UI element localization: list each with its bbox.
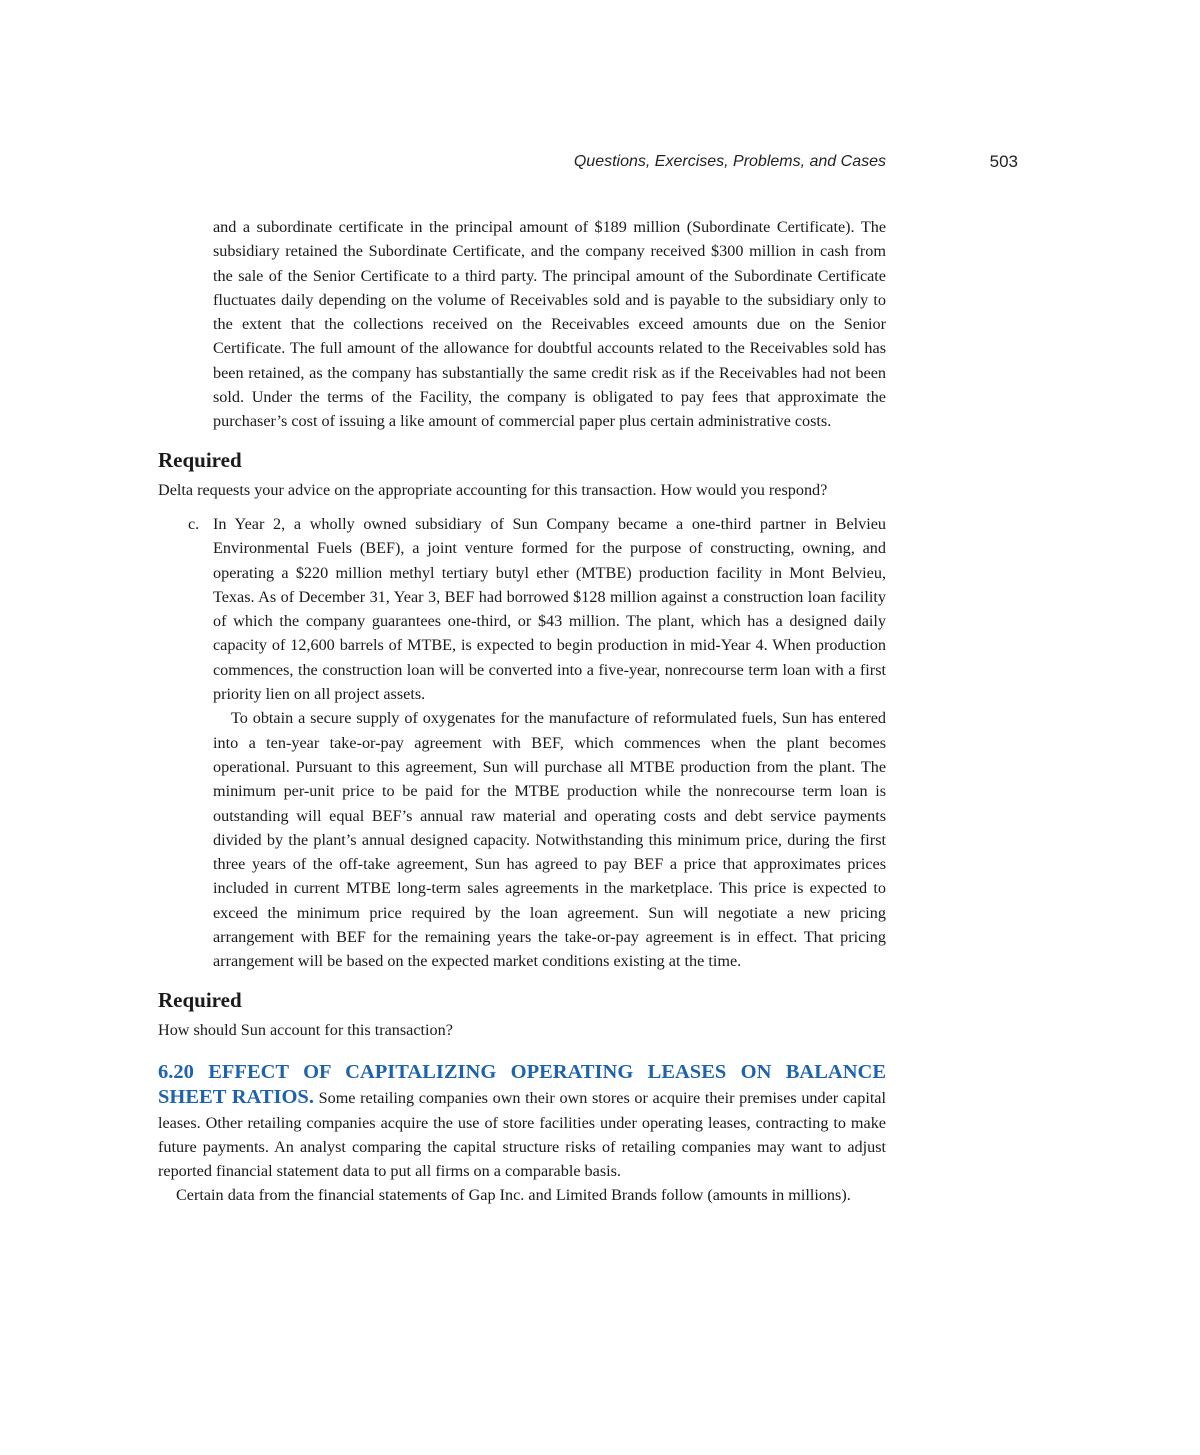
required-text-2: How should Sun account for this transaction? [158,1020,453,1039]
page-number: 503 [989,152,1018,171]
section-heading: 6.20 EFFECT OF CAPITALIZING OPERATING LEASES ON BALANCE SHEET RATIOS. [158,1060,886,1109]
required-heading-1: Required [158,447,242,472]
section-paragraph-1 [158,1060,886,1183]
list-marker-c: c. [188,514,200,533]
section-paragraph-2: Certain data from the financial statements of Gap Inc. and Limited Brands follow (amounts in millions). [176,1186,851,1205]
list-item-c [158,512,886,974]
continuation-paragraph: and a subordinate certificate in the principal amount of $189 million (Subordinate Certificate). The subsidiary retained the Subordinate Certificate, and the company received $300 million in cash from the sale of the Senior Certificate to a third party. The principal amount of the Subordinate Certificate fluctuates daily depending on the volume of Receivables sold and is payable to the subsidiary only to the extent that the collections received on the Receivables exceed amounts due on the Senior Certificate. The full amount of the allowance for doubtful accounts related to the Receivables sold has been retained, as the company has substantially the same credit risk as if the Receivables had not been sold. Under the terms of the Facility, the company is obligated to pay fees that approximate the purchaser’s cost of issuing a like amount of commercial paper plus certain administrative costs. [213,218,886,431]
problem-section-6-20 [158,1060,886,1208]
required-heading-2: Required [158,987,242,1012]
page-body [158,215,886,1208]
required-text-1: Delta requests your advice on the appropriate accounting for this transaction. How would you respond? [158,480,828,499]
section-paragraph-1-text: Some retailing companies own their own stores or acquire their premises under capital leases. Other retailing companies acquire the use of store facilities under operating leases, contracting to make future payments. An analyst comparing the capital structure risks of retailing companies may want to adjust reported financial statement data to put all firms on a comparable basis. [158,1089,886,1181]
item-c-paragraph-2: To obtain a secure supply of oxygenates for the manufacture of reformulated fuels, Sun has entered into a ten-year take-or-pay agreement with BEF, which commences when the plant becomes operational. Pursuant to this agreement, Sun will purchase all MTBE production from the plant. The minimum per-unit price to be paid for the MTBE production while the nonrecourse term loan is outstanding will equal BEF’s annual raw material and operating costs and debt service payments divided by the plant’s annual designed capacity. Notwithstanding this minimum price, during the first three years of the off-take agreement, Sun has agreed to pay BEF a price that approximates prices included in current MTBE long-term sales agreements in the marketplace. This price is expected to exceed the minimum price required by the loan agreement. Sun will negotiate a new pricing arrangement with BEF for the remaining years the take-or-pay agreement is in effect. That pricing arrangement will be based on the expected market conditions existing at the time. [213,709,886,971]
running-head: Questions, Exercises, Problems, and Cases [573,153,886,170]
item-c-paragraph-1: In Year 2, a wholly owned subsidiary of Sun Company became a one-third partner in Belvieu Environmental Fuels (BEF), a joint venture formed for the purpose of constructing, owning, and operating a $220 million methyl tertiary butyl ether (MTBE) production facility in Mont Belvieu, Texas. As of December 31, Year 3, BEF had borrowed $128 million against a construction loan facility of which the company guarantees one-third, or $43 million. The plant, which has a designed daily capacity of 12,600 barrels of MTBE, is expected to begin production in mid-Year 4. When production commences, the construction loan will be converted into a five-year, nonrecourse term loan with a first priority lien on all project assets. [213,514,886,704]
